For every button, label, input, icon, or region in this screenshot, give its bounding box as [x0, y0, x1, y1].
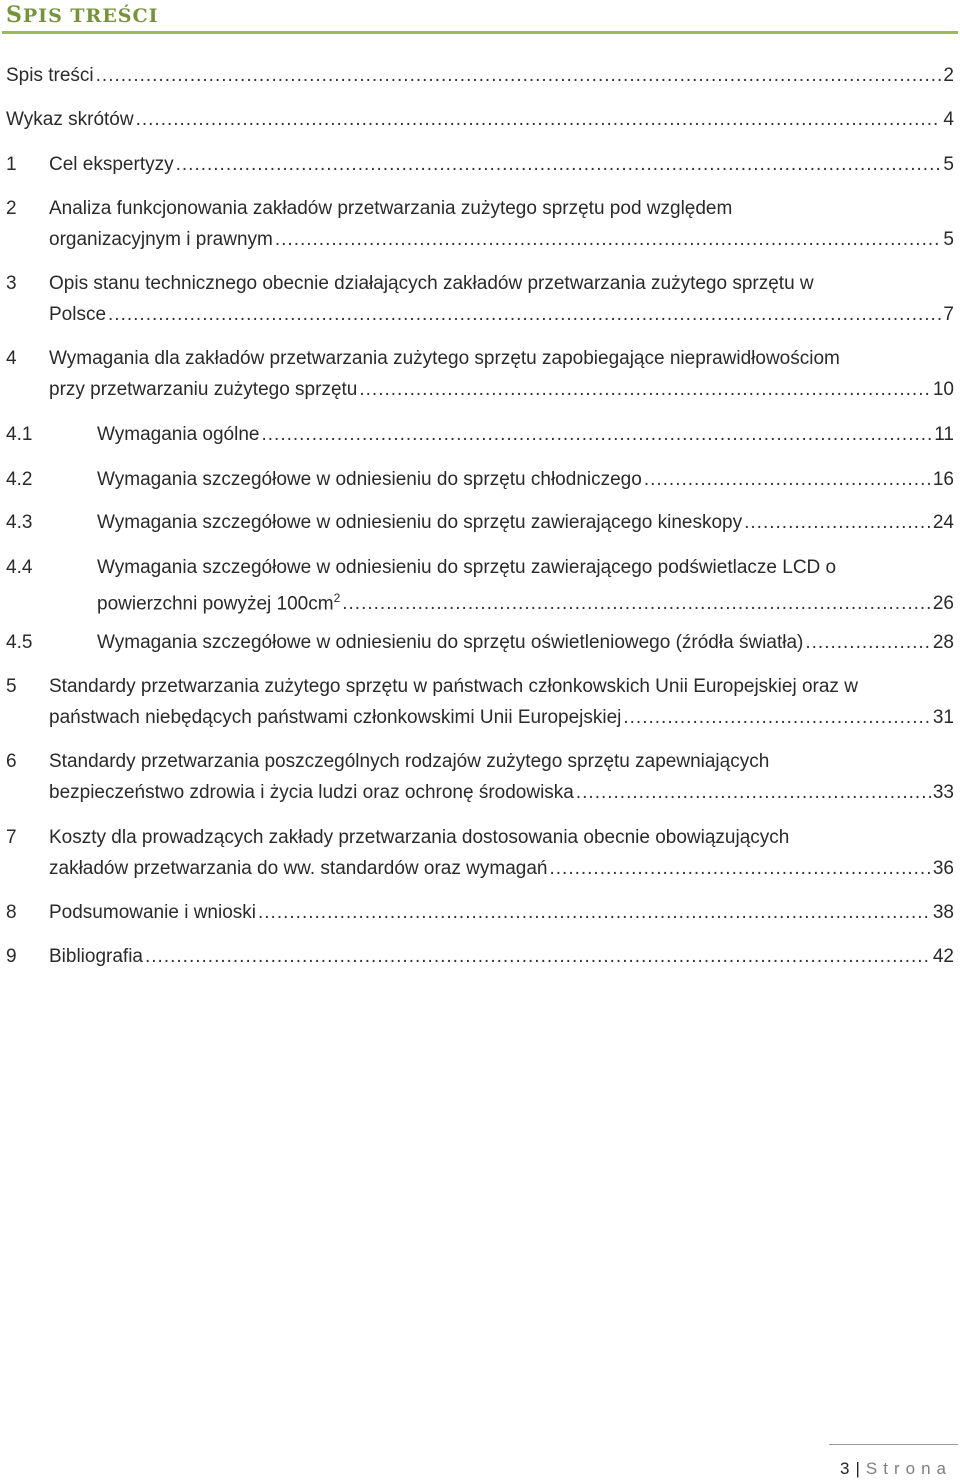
toc-entry-number: 9	[6, 946, 17, 967]
toc-page-number: 36	[932, 858, 954, 879]
toc-entry[interactable]	[0, 104, 960, 135]
toc-heading-initial: S	[6, 2, 23, 28]
toc-entry-title-line: Analiza funkcjonowania zakładów przetwarzania zużytego sprzętu pod względem	[49, 198, 733, 219]
toc-entry-number: 4.5	[6, 632, 33, 653]
dot-leader	[359, 374, 930, 405]
footer-divider	[829, 1444, 958, 1445]
dot-leader	[275, 224, 942, 255]
toc-entry[interactable]	[0, 941, 960, 972]
toc-entry-title	[97, 583, 340, 619]
toc-page-number: 4	[943, 109, 954, 130]
dot-leader	[96, 60, 942, 91]
toc-entry[interactable]	[0, 746, 960, 808]
toc-page-number: 33	[932, 782, 954, 803]
toc-entry-title-line: Koszty dla prowadzących zakłady przetwarzania dostosowania obecnie obowiązujących	[49, 827, 790, 848]
toc-entry-title	[49, 299, 106, 330]
dot-leader	[623, 702, 930, 733]
toc-entry-number: 4.3	[6, 512, 33, 533]
toc-entry-title-text: Wymagania szczegółowe w odniesieniu do sprzętu chłodniczego	[97, 469, 642, 490]
toc-entry-title-line: Wymagania szczegółowe w odniesieniu do sprzętu zawierającego podświetlacze LCD o	[97, 557, 837, 578]
toc-entry-title-text: Wymagania szczegółowe w odniesieniu do sprzętu oświetleniowego (źródła światła)	[97, 632, 804, 653]
toc-entry-title-text: Wymagania ogólne	[97, 424, 260, 445]
toc-entry[interactable]	[0, 627, 960, 658]
toc-entry-title-text: Wykaz skrótów	[6, 109, 134, 130]
toc-entry[interactable]	[0, 507, 960, 538]
toc-entry-title-text: Cel ekspertyzy	[49, 154, 174, 175]
toc-entry-title-line: Opis stanu technicznego obecnie działających zakładów przetwarzania zużytego sprzętu w	[49, 273, 814, 294]
toc-entry-title-text: przy przetwarzaniu zużytego sprzętu	[49, 379, 358, 400]
toc-entry[interactable]	[0, 897, 960, 928]
superscript: 2	[333, 591, 341, 605]
toc-page-number: 16	[932, 469, 954, 490]
toc-entry[interactable]	[0, 822, 960, 884]
toc-entry[interactable]	[0, 343, 960, 405]
page-footer	[840, 1459, 952, 1479]
toc-entry-title	[49, 702, 621, 733]
toc-page-number: 5	[943, 229, 954, 250]
dot-leader	[805, 627, 931, 658]
toc-page-number: 5	[943, 154, 954, 175]
toc-entry-number: 6	[6, 751, 17, 772]
toc-entry-title	[49, 897, 256, 928]
footer-page-number: 3	[840, 1459, 850, 1478]
toc-entry-title-text: państwach niebędących państwami członkowskimi Unii Europejskiej	[49, 707, 622, 728]
toc-entry-title	[49, 941, 143, 972]
toc-entry[interactable]	[0, 671, 960, 733]
toc-entry-title	[97, 507, 742, 538]
toc-entry-title-line: Standardy przetwarzania poszczególnych rodzajów zużytego sprzętu zapewniających	[49, 751, 770, 772]
toc-entry-title	[49, 149, 174, 180]
toc-entry[interactable]	[0, 60, 960, 91]
toc-entry-number: 1	[6, 154, 17, 175]
toc-entry-title-text: organizacyjnym i prawnym	[49, 229, 273, 250]
toc-entry-title-text: zakładów przetwarzania do ww. standardów oraz wymagań	[49, 858, 548, 879]
toc-page-number: 24	[932, 512, 954, 533]
toc-entry-number: 4	[6, 348, 17, 369]
dot-leader	[176, 149, 942, 180]
toc-page-number: 11	[934, 424, 954, 445]
toc-entry-title-text: Podsumowanie i wnioski	[49, 902, 256, 923]
toc-entry[interactable]	[0, 419, 960, 450]
toc-entry-title	[49, 853, 547, 884]
toc-entry[interactable]	[0, 149, 960, 180]
toc-entry-title	[97, 419, 259, 450]
toc-entry[interactable]	[0, 193, 960, 255]
toc-page-number: 42	[932, 946, 954, 967]
toc-entry-number: 8	[6, 902, 17, 923]
dot-leader	[136, 104, 942, 135]
toc-entry-number: 2	[6, 198, 17, 219]
dot-leader	[744, 507, 931, 538]
toc-entry-number: 4.2	[6, 469, 33, 490]
toc-page-number: 7	[943, 304, 954, 325]
toc-entry-title	[49, 224, 273, 255]
toc-page-number: 28	[932, 632, 954, 653]
dot-leader	[258, 897, 931, 928]
toc-entry-title-line: Standardy przetwarzania zużytego sprzętu w państwach członkowskich Unii Europejskiej oraz w	[49, 676, 858, 697]
toc-entry-title-line: Wymagania dla zakładów przetwarzania zużytego sprzętu zapobiegające nieprawidłowościom	[49, 348, 840, 369]
toc-page-number: 31	[932, 707, 954, 728]
toc-entry-title	[6, 104, 134, 135]
toc-entry-title	[97, 627, 803, 658]
toc-heading-rest: PIS TREŚCI	[22, 5, 159, 27]
toc-entry-number: 5	[6, 676, 17, 697]
toc-entry-title	[97, 464, 642, 495]
toc-entry-title	[6, 60, 94, 91]
dot-leader	[145, 941, 931, 972]
toc-entry-title-text: Bibliografia	[49, 946, 143, 967]
toc-entry-number: 7	[6, 827, 17, 848]
toc-entry-title-text: Wymagania szczegółowe w odniesieniu do sprzętu zawierającego kineskopy	[97, 512, 743, 533]
toc-entry-number: 4.4	[6, 557, 33, 578]
toc-entry[interactable]	[0, 464, 960, 495]
toc-entry-title	[49, 777, 574, 808]
toc-page-number: 2	[943, 65, 954, 86]
toc-entry-title-text: Spis treści	[6, 65, 94, 86]
toc-page-number: 10	[932, 379, 954, 400]
dot-leader	[576, 777, 931, 808]
footer-separator: |	[855, 1459, 860, 1478]
dot-leader	[644, 464, 931, 495]
toc-entry-title-text: Polsce	[49, 304, 107, 325]
toc-entry[interactable]	[0, 268, 960, 330]
toc-page-number: 38	[932, 902, 954, 923]
toc-entry-title-text: bezpieczeństwo zdrowia i życia ludzi oraz ochronę środowiska	[49, 782, 574, 803]
toc-entry-title	[49, 374, 357, 405]
dot-leader	[549, 853, 930, 884]
toc-entry-title-text: powierzchni powyżej 100cm	[97, 593, 334, 615]
dot-leader	[108, 299, 941, 330]
toc-entry[interactable]	[0, 552, 960, 614]
toc-page-number: 26	[932, 593, 954, 615]
toc-entry-number: 4.1	[6, 424, 33, 445]
dot-leader	[342, 588, 931, 619]
dot-leader	[261, 419, 932, 450]
toc-entry-number: 3	[6, 273, 17, 294]
footer-label: Strona	[865, 1459, 952, 1478]
